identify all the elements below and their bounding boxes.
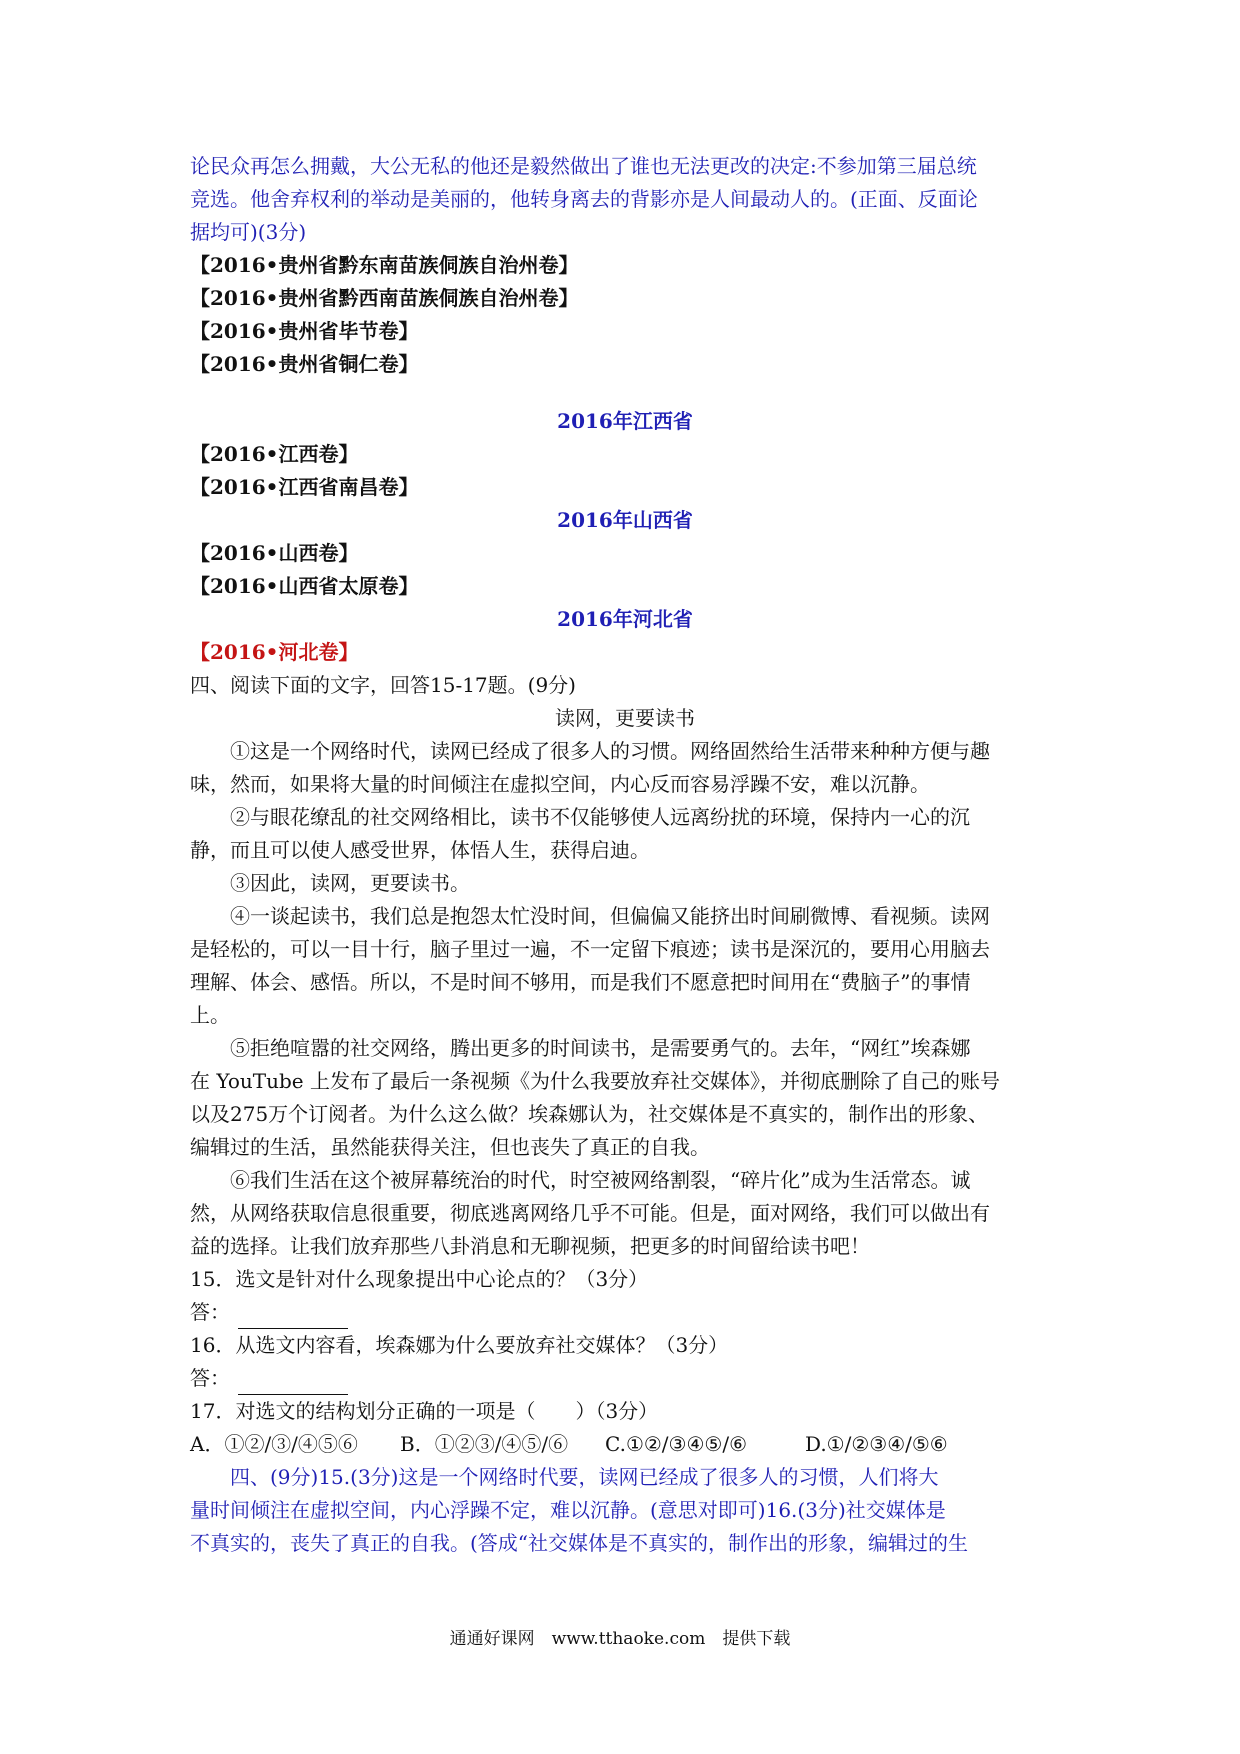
answer-line-16 xyxy=(190,1362,1060,1395)
section-header: 【2016•贵州省铜仁卷】 xyxy=(190,352,419,376)
paragraph-line: ④一谈起读书，我们总是抱怨太忙没时间，但偏偏又能挤出时间刷微博、看视频。读网 xyxy=(230,904,990,928)
section-header: 【2016•贵州省黔东南苗族侗族自治州卷】 xyxy=(190,253,579,277)
answer-key-line: 量时间倾注在虚拟空间，内心浮躁不定，难以沉静。(意思对即可)16.(3分)社交媒体是 xyxy=(190,1498,946,1522)
section-header: 【2016•贵州省毕节卷】 xyxy=(190,319,419,343)
footer-text: 通通好课网 www.tthaoke.com 提供下载 xyxy=(449,1629,791,1649)
answer-key-line: 不真实的，丧失了真正的自我。(答成“社交媒体是不真实的，制作出的形象，编辑过的生 xyxy=(190,1531,969,1555)
paragraph-line: 理解、体会、感悟。所以，不是时间不够用，而是我们不愿意把时间用在“费脑子”的事情 xyxy=(190,970,971,994)
q17-options xyxy=(190,1428,1060,1461)
answer-label: 答： xyxy=(190,1366,230,1390)
answer-key-line: 四、(9分)15.(3分)这是一个网络时代要，读网已经成了很多人的习惯，人们将大 xyxy=(230,1465,939,1489)
document-page xyxy=(190,150,1060,1560)
paragraph-line: ①这是一个网络时代，读网已经成了很多人的习惯。网络固然给生活带来种种方便与趣 xyxy=(230,739,990,763)
section-header: 【2016•江西省南昌卷】 xyxy=(190,475,419,499)
paragraph-line: ②与眼花缭乱的社交网络相比，读书不仅能够使人远离纷扰的环境，保持内一心的沉 xyxy=(230,805,970,829)
option-c: C.①②/③④⑤/⑥ xyxy=(605,1432,748,1456)
province-title: 2016年山西省 xyxy=(557,508,693,532)
question-16: 16．从选文内容看，埃森娜为什么要放弃社交媒体？（3分） xyxy=(190,1333,729,1357)
paragraph-line: 静，而且可以使人感受世界，体悟人生，获得启迪。 xyxy=(190,838,650,862)
paragraph-line: ⑥我们生活在这个被屏幕统治的时代，时空被网络割裂，“碎片化”成为生活常态。诚 xyxy=(230,1168,971,1192)
paragraph-line: 在 YouTube 上发布了最后一条视频《为什么我要放弃社交媒体》，并彻底删除了自己的账号 xyxy=(190,1069,1000,1093)
paragraph-line: 以及275万个订阅者。为什么这么做？埃森娜认为，社交媒体是不真实的，制作出的形象、 xyxy=(190,1102,989,1126)
section-header: 【2016•江西卷】 xyxy=(190,442,359,466)
answer-blank xyxy=(238,1372,348,1395)
article-title: 读网，更要读书 xyxy=(555,706,695,730)
option-d: D.①/②③④/⑤⑥ xyxy=(805,1432,948,1456)
question-17: 17．对选文的结构划分正确的一项是（ ）（3分） xyxy=(190,1399,659,1423)
section-header: 【2016•贵州省黔西南苗族侗族自治州卷】 xyxy=(190,286,579,310)
paragraph-line: 上。 xyxy=(190,1003,230,1027)
option-a: A．①②/③/④⑤⑥ xyxy=(190,1432,358,1456)
answer-line: 据均可)(3分) xyxy=(190,220,307,244)
paragraph-line: ⑤拒绝喧嚣的社交网络，腾出更多的时间读书，是需要勇气的。去年，“网红”埃森娜 xyxy=(230,1036,971,1060)
answer-line-15 xyxy=(190,1296,1060,1329)
paragraph-line: 益的选择。让我们放弃那些八卦消息和无聊视频，把更多的时间留给读书吧！ xyxy=(190,1234,870,1258)
section-header: 【2016•山西省太原卷】 xyxy=(190,574,419,598)
option-b: B．①②③/④⑤/⑥ xyxy=(400,1432,569,1456)
paragraph-line: 是轻松的，可以一目十行，脑子里过一遍，不一定留下痕迹；读书是深沉的，要用心用脑去 xyxy=(190,937,990,961)
section-header: 【2016•山西卷】 xyxy=(190,541,359,565)
answer-line: 竞选。他舍弃权利的举动是美丽的，他转身离去的背影亦是人间最动人的。(正面、反面论 xyxy=(190,187,978,211)
answer-blank xyxy=(238,1306,348,1329)
answer-line: 论民众再怎么拥戴，大公无私的他还是毅然做出了谁也无法更改的决定:不参加第三届总统 xyxy=(190,154,977,178)
question-15: 15．选文是针对什么现象提出中心论点的？（3分） xyxy=(190,1267,649,1291)
paragraph-line: 味，然而，如果将大量的时间倾注在虚拟空间，内心反而容易浮躁不安，难以沉静。 xyxy=(190,772,930,796)
paragraph-line: 然，从网络获取信息很重要，彻底逃离网络几乎不可能。但是，面对网络，我们可以做出有 xyxy=(190,1201,990,1225)
section-header: 【2016•河北卷】 xyxy=(190,640,359,664)
paragraph-line: 编辑过的生活，虽然能获得关注，但也丧失了真正的自我。 xyxy=(190,1135,710,1159)
province-title: 2016年河北省 xyxy=(557,607,693,631)
answer-label: 答： xyxy=(190,1300,230,1324)
paragraph-line: ③因此，读网，更要读书。 xyxy=(230,871,470,895)
province-title: 2016年江西省 xyxy=(557,409,693,433)
question-intro: 四、阅读下面的文字，回答15-17题。(9分) xyxy=(190,673,576,697)
